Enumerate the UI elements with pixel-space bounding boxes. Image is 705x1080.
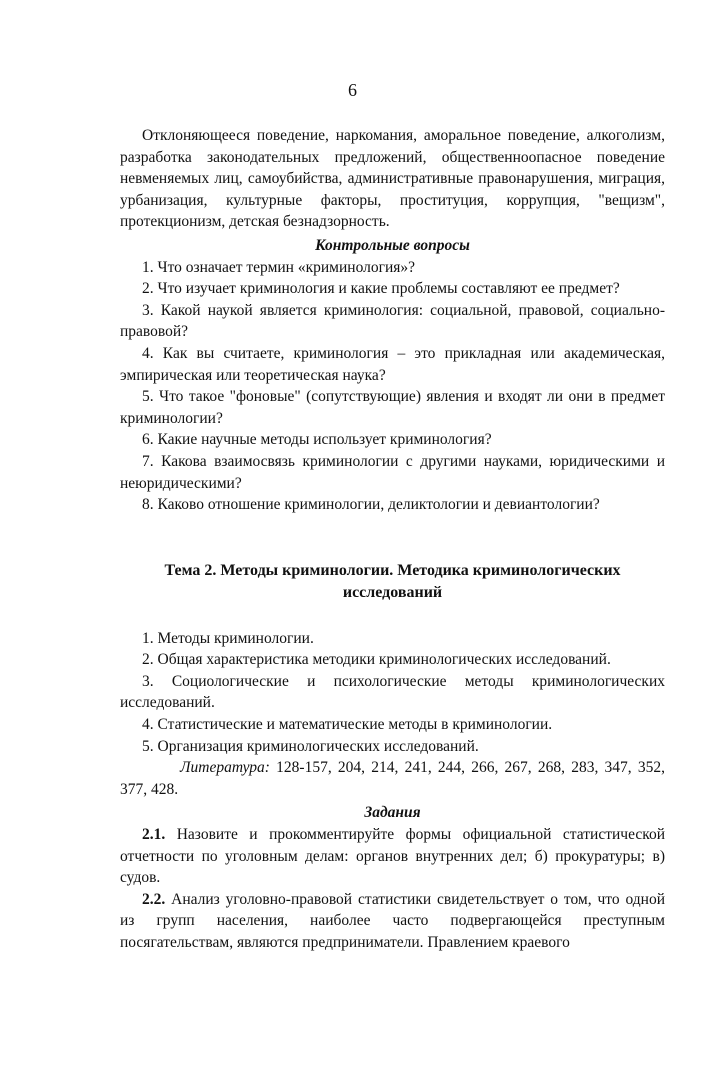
- question-item: 7. Какова взаимосвязь криминологии с другими науками, юридическими и неюридическими?: [120, 452, 665, 492]
- question-item: 5. Что такое "фоновые" (сопутствующие) явления и входят ли они в предмет криминологии?: [120, 388, 665, 427]
- topic-item: 3. Социологические и психологические методы криминологических исследований.: [120, 672, 665, 712]
- page-number: 6: [348, 80, 357, 100]
- page-content: [120, 125, 665, 954]
- topic-title: Тема 2. Методы криминологии. Методика криминологических исследований: [164, 561, 621, 601]
- topic-item: 5. Организация криминологических исследований.: [142, 737, 479, 755]
- keywords-paragraph: Отклоняющееся поведение, наркомания, аморальное поведение, алкоголизм, разработка законодательных предложений, общественноопасное поведение невменяемых лиц, самоубийства, административные правонарушения, миграция, урбанизация, культурные факторы, проституция, коррупция, "вещизм", протекционизм, детская безнадзорность.: [120, 127, 665, 231]
- question-item: 4. Как вы считаете, криминология – это прикладная или академическая, эмпирическая или теоретическая наука?: [120, 344, 665, 384]
- control-questions-list: [120, 257, 665, 516]
- question-item: 3. Какой наукой является криминология: социальной, правовой, социально-правовой?: [120, 301, 665, 341]
- topic-item: 1. Методы криминологии.: [142, 629, 314, 647]
- topic-item: 2. Общая характеристика методики криминологических исследований.: [142, 651, 611, 669]
- question-item: 8. Каково отношение криминологии, деликтологии и девиантологии?: [142, 496, 600, 514]
- task-item: [120, 824, 665, 889]
- task-item: [120, 889, 665, 954]
- question-item: 1. Что означает термин «криминология»?: [142, 258, 416, 276]
- literature-paragraph: [120, 757, 665, 800]
- task-text: Анализ уголовно-правовой статистики свидетельствует о том, что одной из групп населения, наиболее часто подвергающейся преступным посягательствам, являются предприниматели. Правлением краевого: [120, 890, 666, 951]
- question-item: 6. Какие научные методы использует криминология?: [142, 431, 492, 449]
- tasks-heading: Задания: [364, 804, 421, 822]
- task-number: 2.1.: [142, 826, 166, 844]
- topic-items-list: [120, 628, 665, 758]
- literature-label: Литература:: [180, 759, 270, 777]
- topic-item: 4. Статистические и математические методы в криминологии.: [142, 716, 553, 734]
- literature-text: 128-157, 204, 214, 241, 244, 266, 267, 268, 283, 347, 352, 377, 428.: [120, 759, 665, 798]
- task-text: Назовите и прокомментируйте формы официальной статистической отчетности по уголовным делам: органов внутренних дел; б) прокуратуры; в) судов.: [120, 826, 665, 887]
- task-number: 2.2.: [142, 890, 166, 908]
- control-questions-heading: Контрольные вопросы: [315, 236, 470, 254]
- question-item: 2. Что изучает криминология и какие проблемы составляют ее предмет?: [142, 280, 620, 298]
